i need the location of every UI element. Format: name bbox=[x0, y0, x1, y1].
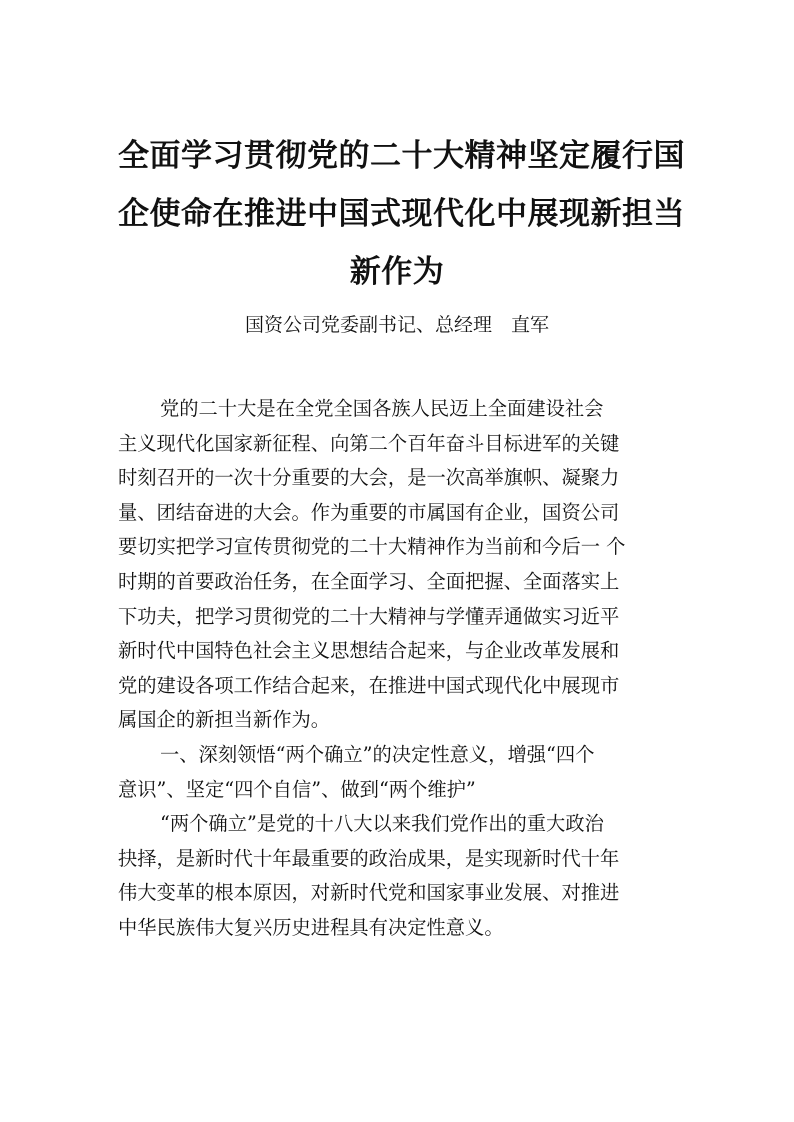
author-byline: 国资公司党委副书记、总经理 直军 bbox=[244, 314, 549, 336]
body-line-15: 伟大变革的根本原因，对新时代党和国家事业发展、对推进 bbox=[118, 881, 620, 905]
body-line-13: “两个确立”是党的十八大以来我们党作出的重大政治 bbox=[160, 812, 604, 836]
body-line-3: 时刻召开的一次十分重要的大会，是一次高举旗帜、凝聚力 bbox=[118, 466, 620, 490]
title-line-3: 新作为 bbox=[349, 254, 445, 290]
body-line-14: 抉择，是新时代十年最重要的政治成果，是实现新时代十年 bbox=[118, 846, 620, 870]
body-line-2: 主义现代化国家新征程、向第二个百年奋斗目标进军的关键 bbox=[118, 431, 620, 455]
body-line-7: 下功夫，把学习贯彻党的二十大精神与学懂弄通做实习近平 bbox=[118, 604, 620, 628]
body-line-16: 中华民族伟大复兴历史进程具有决定性意义。 bbox=[118, 915, 504, 939]
body-line-10: 属国企的新担当新作为。 bbox=[118, 708, 331, 732]
title-line-1: 全面学习贯彻党的二十大精神坚定履行国 bbox=[118, 138, 685, 174]
body-line-1: 党的二十大是在全党全国各族人民迈上全面建设社会 bbox=[160, 397, 604, 420]
body-line-6: 时期的首要政治任务，在全面学习、全面把握、全面落实上 bbox=[118, 569, 620, 593]
section-heading-line-2: 意识”、坚定“四个自信”、做到“两个维护” bbox=[118, 777, 476, 801]
body-line-4: 量、团结奋进的大会。作为重要的市属国有企业，国资公司 bbox=[118, 500, 620, 524]
body-line-5: 要切实把学习宣传贯彻党的二十大精神作为当前和今后一 个 bbox=[118, 535, 626, 559]
section-heading-line-1: 一、深刻领悟“两个确立”的决定性意义，增强“四个 bbox=[160, 742, 595, 766]
document-body bbox=[118, 392, 678, 946]
document-title bbox=[118, 127, 685, 301]
body-line-8: 新时代中国特色社会主义思想结合起来，与企业改革发展和 bbox=[118, 639, 620, 663]
title-line-2: 企使命在推进中国式现代化中展现新担当 bbox=[118, 196, 685, 232]
body-line-9: 党的建设各项工作结合起来，在推进中国式现代化中展现市 bbox=[118, 673, 620, 697]
